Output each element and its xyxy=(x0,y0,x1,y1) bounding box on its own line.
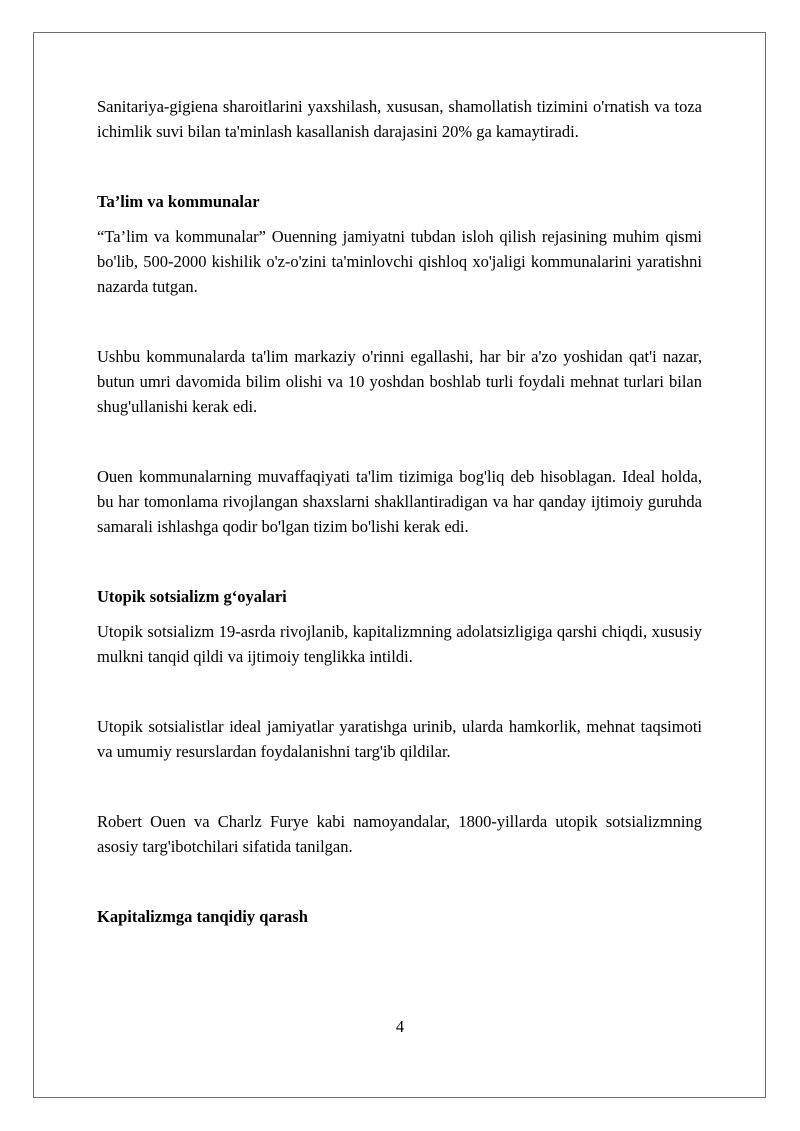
heading-critique-capitalism: Kapitalizmga tanqidiy qarash xyxy=(97,907,308,926)
paragraph-utopian-origin: Utopik sotsializm 19-asrda rivojlanib, kapitalizmning adolatsizligiga qarshi chiqdi, xususiy mulkni tanqid qildi va ijtimoiy tenglikka intildi. xyxy=(97,622,702,666)
paragraph-education-system: Ouen kommunalarning muvaffaqiyati ta'lim tizimiga bog'liq deb hisoblagan. Ideal holda, bu har tomonlama rivojlangan shaxslarni shakllantiradigan va har qanday ijtimoiy guruhda samarali ishlashga qodir bo'lgan tizim bo'lishi kerak edi. xyxy=(97,467,702,536)
paragraph-owen-fourier: Robert Ouen va Charlz Furye kabi namoyandalar, 1800-yillarda utopik sotsializmning asosiy targ'ibotchilari sifatida tanilgan. xyxy=(97,812,702,856)
paragraph-sanitation: Sanitariya-gigiena sharoitlarini yaxshilash, xususan, shamollatish tizimini o'rnatish va toza ichimlik suvi bilan ta'minlash kasallanish darajasini 20% ga kamaytiradi. xyxy=(97,97,702,141)
document-body xyxy=(97,94,702,929)
paragraph-communes-intro: “Ta’lim va kommunalar” Ouenning jamiyatni tubdan isloh qilish rejasining muhim qismi bo'lib, 500-2000 kishilik o'z-o'zini ta'minlovchi qishloq xo'jaligi kommunalarini yaratishni nazarda tutgan. xyxy=(97,227,702,296)
paragraph-lifelong-learning: Ushbu kommunalarda ta'lim markaziy o'rinni egallashi, har bir a'zo yoshidan qat'i nazar, butun umri davomida bilim olishi va 10 yoshdan boshlab turli foydali mehnat turlari bilan shug'ullanishi kerak edi. xyxy=(97,347,702,416)
heading-utopian-socialism: Utopik sotsializm g‘oyalari xyxy=(97,587,287,606)
paragraph-ideal-societies: Utopik sotsialistlar ideal jamiyatlar yaratishga urinib, ularda hamkorlik, mehnat taqsimoti va umumiy resurslardan foydalanishni targ'ib qildilar. xyxy=(97,717,702,761)
heading-education-communes: Ta’lim va kommunalar xyxy=(97,192,260,211)
page-number: 4 xyxy=(395,1017,405,1036)
